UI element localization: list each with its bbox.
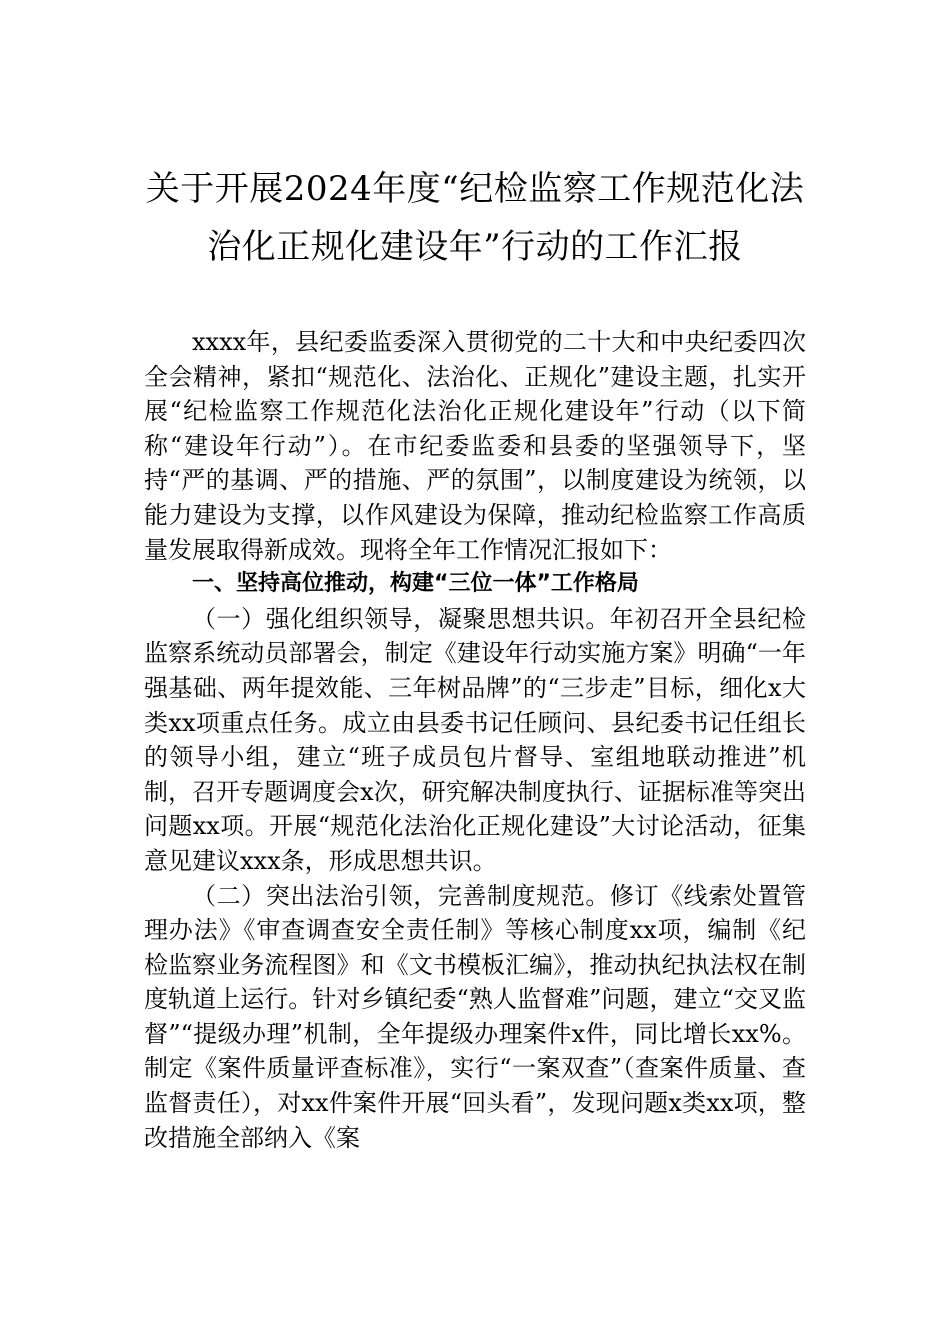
title-line-2: 治化正规化建设年”行动的工作汇报	[207, 227, 743, 267]
document-body	[144, 325, 806, 1155]
paragraph-2: （二）突出法治引领，完善制度规范。修订《线索处置管理办法》《审查调查安全责任制》等核心制度xx项，编制《纪检监察业务流程图》和《文书模板汇编》，推动执纪执法权在制度轨道上运行。针对乡镇纪委“熟人监督难”问题，建立“交叉监督”“提级办理”机制，全年提级办理案件x件，同比增长xx%。制定《案件质量评查标准》，实行“一案双查”（查案件质量、查监督责任），对xx件案件开展“回头看”，发现问题x类xx项，整改措施全部纳入《案	[144, 881, 806, 1152]
paragraph-1: （一）强化组织领导，凝聚思想共识。年初召开全县纪检监察系统动员部署会，制定《建设年行动实施方案》明确“一年强基础、两年提效能、三年树品牌”的“三步走”目标，细化x大类xx项重点任务。成立由县委书记任顾问、县纪委书记任组长的领导小组，建立“班子成员包片督导、室组地联动推进”机制，召开专题调度会x次，研究解决制度执行、证据标准等突出问题xx项。开展“规范化法治化正规化建设”大讨论活动，征集意见建议xxx条，形成思想共识。	[144, 604, 806, 875]
intro-paragraph: xxxx年，县纪委监委深入贯彻党的二十大和中央纪委四次全会精神，紧扣“规范化、法治化、正规化”建设主题，扎实开展“纪检监察工作规范化法治化正规化建设年”行动（以下简称“建设年行动”）。在市纪委监委和县委的坚强领导下，坚持“严的基调、严的措施、严的氛围”，以制度建设为统领，以能力建设为支撑，以作风建设为保障，推动纪检监察工作高质量发展取得新成效。现将全年工作情况汇报如下：	[144, 328, 806, 564]
document-title	[120, 160, 830, 276]
title-line-1: 关于开展2024年度“纪检监察工作规范化法	[145, 169, 805, 209]
section-heading-1: 一、坚持高位推动，构建“三位一体”工作格局	[192, 571, 639, 597]
